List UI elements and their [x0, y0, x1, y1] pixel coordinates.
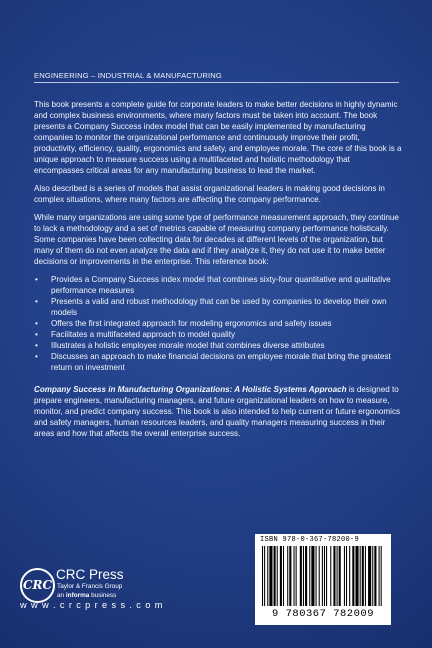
description-paragraph: Also described is a series of models that assist organizational leaders in making good decisions in complex situations, where many factors are affecting the company performance.	[34, 184, 385, 204]
barcode-bar	[316, 546, 317, 606]
barcode-bar	[300, 546, 302, 606]
feature-list	[34, 274, 402, 373]
description-paragraph: While many organizations are using some type of performance measurement approach, they continue to lack a methodology and a set of metrics capable of measuring company performance holistically. Some companies have been collecting data for decades at different levels of the organization, but many of them do not even analyze the data and if they analyze it, they do not use it to make better decisions or improvements in the enterprise. This reference book:	[34, 213, 399, 266]
description-body	[34, 99, 402, 446]
barcode-bars	[258, 546, 388, 608]
publisher-group: Taylor & Francis Group	[57, 583, 123, 590]
feature-item: • Offers the first integrated approach for modeling ergonomics and safety issues	[34, 318, 402, 329]
tagline-prefix: an	[57, 592, 66, 599]
isbn-label: ISBN 978-0-367-78200-9	[260, 536, 360, 544]
barcode-bar	[349, 546, 350, 606]
barcode-bar	[330, 546, 331, 606]
barcode-bar	[374, 546, 376, 606]
barcode-bar	[362, 546, 364, 606]
barcode-bar	[344, 546, 345, 606]
barcode-bar	[368, 546, 371, 606]
barcode-bar	[289, 546, 291, 606]
barcode-bar	[296, 546, 297, 606]
barcode-bar	[294, 546, 295, 606]
barcode-bar	[324, 546, 325, 606]
book-title: Company Success in Manufacturing Organizations: A Holistic Systems Approach	[34, 385, 347, 394]
crc-logo-icon: CRC	[20, 568, 55, 603]
barcode-bar	[269, 546, 272, 606]
barcode-bar	[319, 546, 320, 606]
barcode-bar	[339, 546, 341, 606]
isbn-barcode	[255, 534, 391, 625]
barcode-bar	[311, 546, 314, 606]
barcode-bar	[360, 546, 361, 606]
category-label: ENGINEERING – INDUSTRIAL & MANUFACTURING	[34, 71, 222, 80]
feature-item: • Discusses an approach to make financial decisions on employee morale that bring the greatest return on investment	[34, 351, 402, 373]
divider-rule	[34, 82, 399, 83]
barcode-bar	[379, 546, 380, 606]
publisher-name: CRC Press	[56, 567, 124, 582]
barcode-bar	[274, 546, 276, 606]
barcode-bar	[326, 546, 327, 606]
barcode-bar	[381, 546, 382, 606]
barcode-bar	[267, 546, 268, 606]
description-paragraph: This book presents a complete guide for corporate leaders to make better decisions in highly dynamic and complex business environments, where many factors must be taken into account. The book presents a Company Success index model that can be easily implemented by manufacturing companies to monitor the organizational performance and continuously improve their profit, productivity, efficiency, quality, ergonomics and safety, and employee morale. The core of this book is a unique approach to measure success using a multifaceted and holistic methodology that encompasses critical areas for any manufacturing business to lead the market.	[34, 100, 402, 175]
barcode-bar	[280, 546, 282, 606]
barcode-bar	[305, 546, 307, 606]
audience-paragraph	[34, 384, 402, 439]
barcode-bar	[372, 546, 373, 606]
barcode-number: 9 780367 782009	[271, 608, 374, 620]
barcode-bar	[337, 546, 338, 606]
barcode-bar	[277, 546, 278, 606]
feature-item: • Facilitates a multifaceted approach to model quality	[34, 329, 402, 340]
barcode-bar	[262, 546, 263, 606]
publisher-tagline	[57, 592, 116, 599]
barcode-bar	[365, 546, 366, 606]
barcode-bar	[264, 546, 265, 606]
audience-text: is designed to prepare engineers, manufacturing managers, and future organizational leaders on how to measure, monitor, and predict company success. This book is also intended to help current or future ergonomics and safety managers, human resources leaders, and quality managers measuring success in their areas and how that affects the overall enterprise success.	[34, 385, 401, 438]
tagline-suffix: business	[89, 592, 117, 599]
barcode-bar	[355, 546, 358, 606]
feature-item: • Presents a valid and robust methodology that can be used by companies to develop their own models	[34, 296, 402, 318]
barcode-bar	[333, 546, 335, 606]
feature-item: • Provides a Company Success index model that combines sixty-four quantitative and qualitative performance measures	[34, 274, 402, 296]
barcode-bar	[283, 546, 284, 606]
barcode-bar	[322, 546, 323, 606]
tagline-brand: informa	[65, 592, 90, 599]
barcode-bar	[309, 546, 310, 606]
barcode-bar	[352, 546, 354, 606]
barcode-bar	[303, 546, 304, 606]
feature-item: • Illustrates a holistic employee morale model that combines diverse attributes	[34, 340, 402, 351]
publisher-website: w w w . c r c p r e s s . c o m	[20, 600, 164, 610]
barcode-bar	[346, 546, 347, 606]
barcode-bar	[287, 546, 288, 606]
